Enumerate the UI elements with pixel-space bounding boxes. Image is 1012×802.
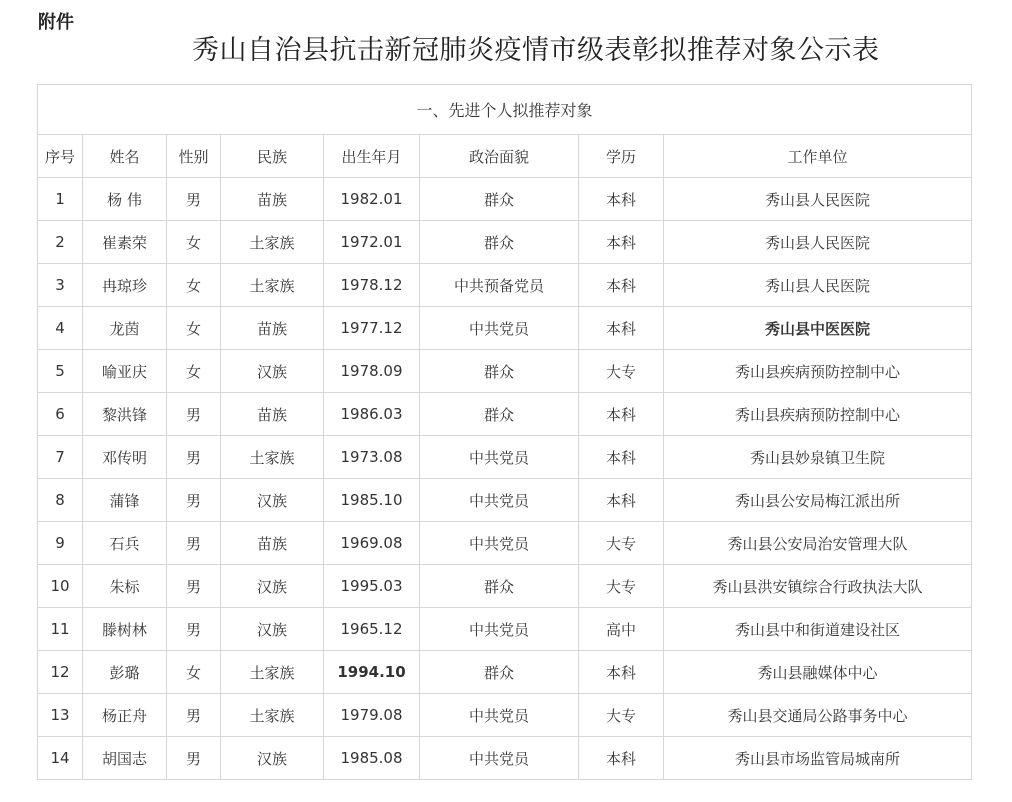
cell-birth: 1994.10 xyxy=(324,651,420,694)
table-row xyxy=(38,178,972,221)
cell-education: 本科 xyxy=(579,436,664,479)
table-row xyxy=(38,651,972,694)
table-row xyxy=(38,737,972,780)
cell-workplace: 秀山县人民医院 xyxy=(664,264,972,307)
cell-index: 14 xyxy=(38,737,83,780)
column-header-political-status: 政治面貌 xyxy=(420,135,579,178)
cell-education: 本科 xyxy=(579,737,664,780)
header-row xyxy=(38,135,972,178)
cell-birth: 1995.03 xyxy=(324,565,420,608)
cell-index: 3 xyxy=(38,264,83,307)
table-row xyxy=(38,350,972,393)
cell-political-status: 中共党员 xyxy=(420,608,579,651)
column-header-ethnicity: 民族 xyxy=(221,135,324,178)
table-row xyxy=(38,522,972,565)
table-row xyxy=(38,608,972,651)
cell-ethnicity: 土家族 xyxy=(221,651,324,694)
cell-ethnicity: 土家族 xyxy=(221,264,324,307)
cell-birth: 1965.12 xyxy=(324,608,420,651)
cell-gender: 男 xyxy=(167,522,221,565)
cell-birth: 1978.12 xyxy=(324,264,420,307)
cell-name: 邓传明 xyxy=(83,436,167,479)
table-row xyxy=(38,479,972,522)
cell-workplace: 秀山县中医医院 xyxy=(664,307,972,350)
cell-gender: 女 xyxy=(167,651,221,694)
cell-index: 12 xyxy=(38,651,83,694)
cell-name: 滕树林 xyxy=(83,608,167,651)
cell-name: 黎洪锋 xyxy=(83,393,167,436)
column-header-workplace: 工作单位 xyxy=(664,135,972,178)
cell-name: 胡国志 xyxy=(83,737,167,780)
cell-birth: 1977.12 xyxy=(324,307,420,350)
table-row xyxy=(38,565,972,608)
section-row xyxy=(38,85,972,135)
table-row xyxy=(38,307,972,350)
cell-gender: 男 xyxy=(167,479,221,522)
cell-gender: 男 xyxy=(167,565,221,608)
cell-workplace: 秀山县妙泉镇卫生院 xyxy=(664,436,972,479)
cell-name: 冉琼珍 xyxy=(83,264,167,307)
cell-workplace: 秀山县人民医院 xyxy=(664,221,972,264)
document-title: 秀山自治县抗击新冠肺炎疫情市级表彰拟推荐对象公示表 xyxy=(192,35,880,66)
cell-political-status: 中共党员 xyxy=(420,307,579,350)
cell-workplace: 秀山县疾病预防控制中心 xyxy=(664,350,972,393)
cell-name: 龙茵 xyxy=(83,307,167,350)
cell-education: 大专 xyxy=(579,350,664,393)
cell-workplace: 秀山县中和街道建设社区 xyxy=(664,608,972,651)
cell-index: 6 xyxy=(38,393,83,436)
cell-birth: 1986.03 xyxy=(324,393,420,436)
cell-gender: 男 xyxy=(167,436,221,479)
column-header-birth: 出生年月 xyxy=(324,135,420,178)
recommendation-table xyxy=(37,84,972,780)
cell-education: 大专 xyxy=(579,694,664,737)
cell-workplace: 秀山县交通局公路事务中心 xyxy=(664,694,972,737)
cell-birth: 1978.09 xyxy=(324,350,420,393)
cell-political-status: 群众 xyxy=(420,221,579,264)
cell-index: 2 xyxy=(38,221,83,264)
cell-name: 朱标 xyxy=(83,565,167,608)
cell-ethnicity: 汉族 xyxy=(221,479,324,522)
cell-education: 大专 xyxy=(579,565,664,608)
cell-name: 杨 伟 xyxy=(83,178,167,221)
cell-ethnicity: 汉族 xyxy=(221,737,324,780)
cell-education: 本科 xyxy=(579,264,664,307)
cell-political-status: 中共党员 xyxy=(420,522,579,565)
cell-gender: 男 xyxy=(167,694,221,737)
cell-ethnicity: 苗族 xyxy=(221,522,324,565)
cell-education: 高中 xyxy=(579,608,664,651)
cell-index: 5 xyxy=(38,350,83,393)
cell-gender: 男 xyxy=(167,178,221,221)
cell-political-status: 中共党员 xyxy=(420,436,579,479)
cell-ethnicity: 土家族 xyxy=(221,221,324,264)
table-row xyxy=(38,436,972,479)
cell-ethnicity: 土家族 xyxy=(221,694,324,737)
cell-birth: 1973.08 xyxy=(324,436,420,479)
column-header-gender: 性别 xyxy=(167,135,221,178)
cell-gender: 男 xyxy=(167,608,221,651)
cell-gender: 男 xyxy=(167,737,221,780)
cell-name: 石兵 xyxy=(83,522,167,565)
cell-workplace: 秀山县融媒体中心 xyxy=(664,651,972,694)
attachment-label: 附件 xyxy=(38,12,74,33)
cell-workplace: 秀山县疾病预防控制中心 xyxy=(664,393,972,436)
cell-index: 8 xyxy=(38,479,83,522)
cell-name: 杨正舟 xyxy=(83,694,167,737)
cell-political-status: 中共党员 xyxy=(420,737,579,780)
section-title: 一、先进个人拟推荐对象 xyxy=(38,85,972,135)
cell-birth: 1982.01 xyxy=(324,178,420,221)
cell-birth: 1969.08 xyxy=(324,522,420,565)
cell-birth: 1972.01 xyxy=(324,221,420,264)
table-row xyxy=(38,221,972,264)
cell-education: 本科 xyxy=(579,393,664,436)
cell-political-status: 群众 xyxy=(420,565,579,608)
cell-index: 10 xyxy=(38,565,83,608)
column-header-education: 学历 xyxy=(579,135,664,178)
cell-education: 本科 xyxy=(579,178,664,221)
table-row xyxy=(38,694,972,737)
cell-political-status: 群众 xyxy=(420,350,579,393)
cell-workplace: 秀山县市场监管局城南所 xyxy=(664,737,972,780)
table-row xyxy=(38,264,972,307)
cell-birth: 1979.08 xyxy=(324,694,420,737)
cell-name: 喻亚庆 xyxy=(83,350,167,393)
cell-ethnicity: 苗族 xyxy=(221,178,324,221)
cell-political-status: 中共党员 xyxy=(420,694,579,737)
cell-gender: 男 xyxy=(167,393,221,436)
cell-index: 11 xyxy=(38,608,83,651)
cell-ethnicity: 汉族 xyxy=(221,565,324,608)
column-header-index: 序号 xyxy=(38,135,83,178)
cell-gender: 女 xyxy=(167,264,221,307)
cell-ethnicity: 苗族 xyxy=(221,393,324,436)
cell-education: 本科 xyxy=(579,221,664,264)
cell-name: 蒲锋 xyxy=(83,479,167,522)
cell-gender: 女 xyxy=(167,221,221,264)
cell-name: 彭璐 xyxy=(83,651,167,694)
cell-workplace: 秀山县洪安镇综合行政执法大队 xyxy=(664,565,972,608)
cell-workplace: 秀山县公安局治安管理大队 xyxy=(664,522,972,565)
cell-index: 9 xyxy=(38,522,83,565)
cell-political-status: 群众 xyxy=(420,651,579,694)
cell-name: 崔素荣 xyxy=(83,221,167,264)
cell-workplace: 秀山县人民医院 xyxy=(664,178,972,221)
cell-gender: 女 xyxy=(167,350,221,393)
cell-political-status: 群众 xyxy=(420,178,579,221)
cell-ethnicity: 苗族 xyxy=(221,307,324,350)
cell-birth: 1985.08 xyxy=(324,737,420,780)
cell-index: 7 xyxy=(38,436,83,479)
cell-index: 13 xyxy=(38,694,83,737)
cell-political-status: 中共预备党员 xyxy=(420,264,579,307)
cell-education: 本科 xyxy=(579,651,664,694)
cell-birth: 1985.10 xyxy=(324,479,420,522)
column-header-name: 姓名 xyxy=(83,135,167,178)
cell-workplace: 秀山县公安局梅江派出所 xyxy=(664,479,972,522)
cell-education: 本科 xyxy=(579,307,664,350)
cell-index: 1 xyxy=(38,178,83,221)
cell-education: 大专 xyxy=(579,522,664,565)
cell-political-status: 中共党员 xyxy=(420,479,579,522)
table-row xyxy=(38,393,972,436)
cell-ethnicity: 土家族 xyxy=(221,436,324,479)
cell-index: 4 xyxy=(38,307,83,350)
cell-education: 本科 xyxy=(579,479,664,522)
cell-ethnicity: 汉族 xyxy=(221,608,324,651)
cell-political-status: 群众 xyxy=(420,393,579,436)
cell-gender: 女 xyxy=(167,307,221,350)
cell-ethnicity: 汉族 xyxy=(221,350,324,393)
